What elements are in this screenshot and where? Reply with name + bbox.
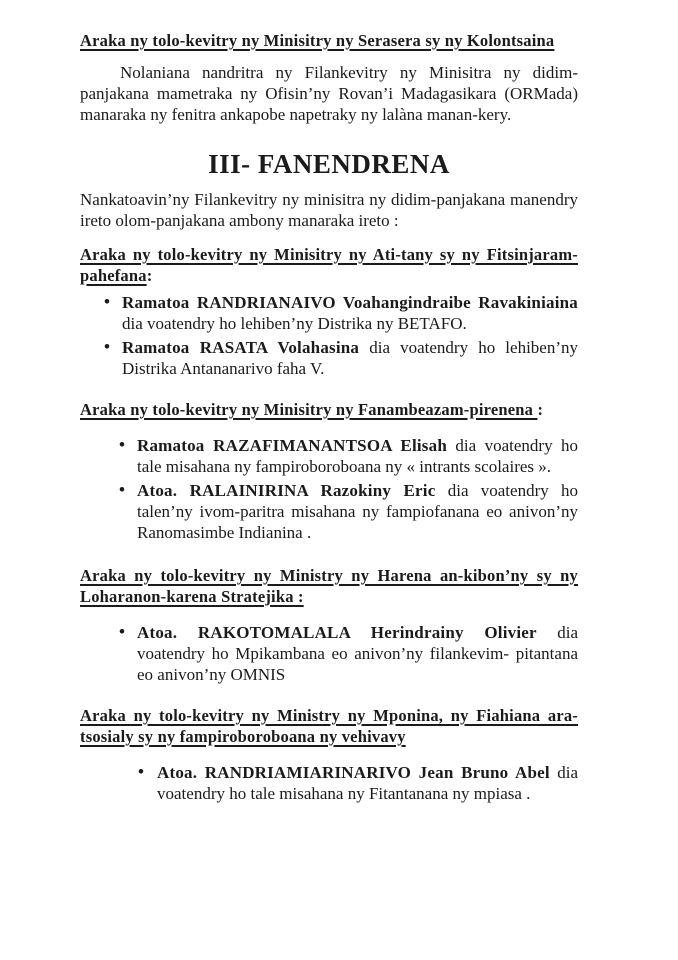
appointment-text: dia voatendry ho Mpikambana eo anivon’ny filankevim- pitantana eo anivon’ny OMNIS [137,623,578,684]
section-heading-mponina-text: Araka ny tolo-kevitry ny Ministry ny Mponina, ny Fiahiana ara-tsosialy sy ny fampiroboroboana ny vehivavy [80,706,578,746]
section-heading-fanambeazam-text: Araka ny tolo-kevitry ny Minisitry ny Fanambeazam-pirenena [80,400,538,419]
paragraph-ormada: Nolaniana nandritra ny Filankevitry ny Minisitra ny didim-panjakana mametraka ny Ofisin’ny Rovan’i Madagasikara (ORMada) manaraka ny fenitra ankapobe napetraky ny lalàna manan-kery. [80,63,578,124]
section-heading-serasera [80,30,578,51]
appointee-name: Atoa. RALAINIRINA Razokiny Eric [137,481,436,500]
appointee-name: Ramatoa RAZAFIMANANTSOA Elisah [137,436,447,455]
list-item [80,480,578,543]
list-item [80,292,578,334]
section-heading-fanambeazam-colon: : [537,400,544,419]
section-heading-mponina [80,705,578,747]
section-heading-harena-text: Araka ny tolo-kevitry ny Ministry ny Harena an-kibon’ny sy ny Loharanon-karena Stratejika : [80,566,578,606]
appointment-list-fanambeazam [80,435,578,543]
section-heading-ati-tany-text: Araka ny tolo-kevitry ny Minisitry ny Ati-tany sy ny Fitsinjaram-pahefana [80,245,578,285]
appointment-text: dia voatendry ho lehiben’ny Distrika ny BETAFO. [122,314,467,333]
bullet-icon: • [119,480,125,499]
appointment-list-ati-tany [80,292,578,379]
appointment-text: dia voatendry ho tale misahana ny fampiroboroboana ny « intrants scolaires ». [137,436,578,476]
bullet-icon: • [119,622,125,641]
appointee-name: Atoa. RAKOTOMALALA Herindrainy Olivier [137,623,537,642]
appointment-text: dia voatendry ho tale misahana ny Fitantanana ny mpiasa . [157,763,578,803]
section-heading-ati-tany [80,244,578,286]
paragraph-intro: Nankatoavin’ny Filankevitry ny minisitra ny didim-panjakana manendry ireto olom-panjakana ambony manaraka ireto : [80,190,578,230]
list-item [80,762,578,804]
list-item [80,622,578,685]
list-item [80,337,578,379]
appointment-list-mponina [80,762,578,804]
bullet-icon: • [104,292,110,311]
appointment-text: dia voatendry ho talen’ny ivom-paritra misahana ny fampiofanana eo anivon’ny Ranomasimbe Indianina . [137,481,578,542]
section-heading-harena [80,565,578,607]
appointment-list-harena [80,622,578,685]
appointee-name: Ramatoa RASATA Volahasina [122,338,360,357]
bullet-icon: • [138,762,144,781]
section-heading-ati-tany-colon: : [146,266,153,285]
section-heading-serasera-text: Araka ny tolo-kevitry ny Minisitry ny Serasera sy ny Kolontsaina [80,31,555,50]
appointee-name: Ramatoa RANDRIANAIVO Voahangindraibe Ravakiniaina [122,293,578,312]
list-item [80,435,578,477]
bullet-icon: • [104,337,110,356]
main-title-fanendrena: III- FANENDRENA [208,149,450,179]
appointee-name: Atoa. RANDRIAMIARINARIVO Jean Bruno Abel [157,763,550,782]
section-heading-fanambeazam [80,399,578,420]
appointment-text: dia voatendry ho lehiben’ny Distrika Antananarivo faha V. [122,338,578,378]
bullet-icon: • [119,435,125,454]
